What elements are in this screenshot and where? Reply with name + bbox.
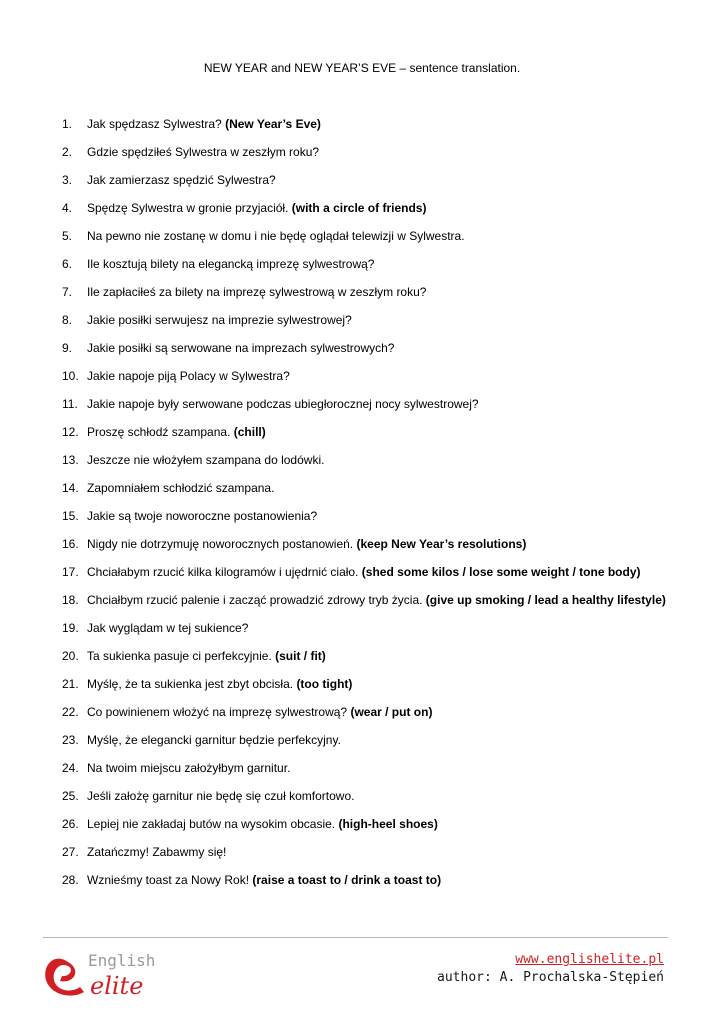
item-body xyxy=(87,621,673,635)
item-body xyxy=(87,397,673,411)
item-body xyxy=(87,313,673,327)
polish-sentence: Jak spędzasz Sylwestra? xyxy=(87,117,222,131)
sentence-item xyxy=(62,733,673,747)
item-body xyxy=(87,453,673,467)
item-body xyxy=(87,586,673,614)
sentence-item xyxy=(62,873,673,887)
item-body xyxy=(87,481,673,495)
author-line: author: A. Prochalska-Stępień xyxy=(437,970,664,985)
item-number: 19. xyxy=(62,621,79,635)
sentence-item xyxy=(62,229,673,243)
sentence-item xyxy=(62,817,673,831)
sentence-item xyxy=(62,649,673,663)
english-hint: (give up smoking / lead a healthy lifestyle) xyxy=(425,593,666,607)
polish-sentence: Jakie napoje były serwowane podczas ubiegłorocznej nocy sylwestrowej? xyxy=(87,397,479,411)
sentence-item xyxy=(62,621,673,635)
item-body xyxy=(87,425,673,439)
polish-sentence: Jakie posiłki serwujesz na imprezie sylwestrowej? xyxy=(87,313,352,327)
polish-sentence: Chciałabym rzucić kilka kilogramów i ujędrnić ciało. xyxy=(87,565,359,579)
item-body xyxy=(87,537,673,551)
sentence-item xyxy=(62,397,673,411)
sentence-item xyxy=(62,565,673,579)
polish-sentence: Myślę, że ta sukienka jest zbyt obcisła. xyxy=(87,677,294,691)
item-body xyxy=(87,733,673,747)
sentence-list xyxy=(62,117,673,901)
polish-sentence: Jak wyglądam w tej sukience? xyxy=(87,621,249,635)
english-hint: (New Year’s Eve) xyxy=(225,117,321,131)
sentence-item xyxy=(62,257,673,271)
polish-sentence: Spędzę Sylwestra w gronie przyjaciół. xyxy=(87,201,289,215)
item-number: 7. xyxy=(62,285,73,299)
polish-sentence: Jak zamierzasz spędzić Sylwestra? xyxy=(87,173,276,187)
sentence-item xyxy=(62,845,673,859)
polish-sentence: Lepiej nie zakładaj butów na wysokim obcasie. xyxy=(87,817,336,831)
sentence-item xyxy=(62,117,673,131)
logo-swirl-icon xyxy=(45,959,84,996)
item-body xyxy=(87,565,673,579)
item-body xyxy=(87,173,673,187)
sentence-item xyxy=(62,201,673,215)
item-number: 6. xyxy=(62,257,73,271)
polish-sentence: Jakie posiłki są serwowane na imprezach sylwestrowych? xyxy=(87,341,395,355)
polish-sentence: Gdzie spędziłeś Sylwestra w zeszłym roku? xyxy=(87,145,320,159)
sentence-item xyxy=(62,425,673,439)
polish-sentence: Jakie napoje piją Polacy w Sylwestra? xyxy=(87,369,290,383)
item-number: 27. xyxy=(62,845,79,859)
item-body xyxy=(87,789,673,803)
item-number: 3. xyxy=(62,173,73,187)
item-number: 14. xyxy=(62,481,79,495)
polish-sentence: Ile zapłaciłeś za bilety na imprezę sylwestrową w zeszłym roku? xyxy=(87,285,427,299)
item-number: 22. xyxy=(62,705,79,719)
item-body xyxy=(87,201,673,215)
sentence-item xyxy=(62,677,673,691)
item-body xyxy=(87,873,673,887)
sentence-item xyxy=(62,173,673,187)
footer-divider xyxy=(43,937,668,938)
item-number: 8. xyxy=(62,313,73,327)
polish-sentence: Chciałbym rzucić palenie i zacząć prowadzić zdrowy tryb życia. xyxy=(87,593,423,607)
item-number: 10. xyxy=(62,369,79,383)
english-hint: (high-heel shoes) xyxy=(338,817,438,831)
sentence-item xyxy=(62,453,673,467)
english-hint: (too tight) xyxy=(296,677,353,691)
sentence-item xyxy=(62,145,673,159)
sentence-item xyxy=(62,285,673,299)
item-number: 11. xyxy=(62,397,78,411)
polish-sentence: Nigdy nie dotrzymuję noworocznych postanowień. xyxy=(87,537,357,551)
polish-sentence: Zapomniałem schłodzić szampana. xyxy=(87,481,275,495)
item-number: 1. xyxy=(62,117,73,131)
polish-sentence: Jakie są twoje noworoczne postanowienia? xyxy=(87,509,318,523)
item-body xyxy=(87,117,673,131)
item-number: 2. xyxy=(62,145,73,159)
item-number: 24. xyxy=(62,761,79,775)
item-body xyxy=(87,817,673,831)
english-hint: (keep New Year’s resolutions) xyxy=(356,537,527,551)
item-body xyxy=(87,845,673,859)
sentence-item xyxy=(62,481,673,495)
item-number: 28. xyxy=(62,873,79,887)
item-number: 17. xyxy=(62,565,79,579)
item-body xyxy=(87,649,673,663)
polish-sentence: Ta sukienka pasuje ci perfekcyjnie. xyxy=(87,649,272,663)
polish-sentence: Co powinienem włożyć na imprezę sylwestrową? xyxy=(87,705,348,719)
item-number: 18. xyxy=(62,593,79,607)
website-link[interactable]: www.englishelite.pl xyxy=(515,952,664,967)
sentence-item xyxy=(62,341,673,355)
english-hint: (suit / fit) xyxy=(275,649,326,663)
item-number: 20. xyxy=(62,649,79,663)
item-number: 9. xyxy=(62,341,73,355)
item-number: 5. xyxy=(62,229,73,243)
polish-sentence: Zatańczmy! Zabawmy się! xyxy=(87,845,227,859)
polish-sentence: Jeśli założę garnitur nie będę się czuł komfortowo. xyxy=(87,789,355,803)
sentence-item xyxy=(62,369,673,383)
item-number: 4. xyxy=(62,201,73,215)
item-body xyxy=(87,369,673,383)
item-number: 21. xyxy=(62,677,79,691)
item-body xyxy=(87,145,673,159)
polish-sentence: Na twoim miejscu założyłbym garnitur. xyxy=(87,761,291,775)
item-number: 25. xyxy=(62,789,79,803)
english-hint: (with a circle of friends) xyxy=(291,201,427,215)
item-body xyxy=(87,509,673,523)
english-hint: (shed some kilos / lose some weight / tone body) xyxy=(361,565,641,579)
item-body xyxy=(87,341,673,355)
item-body xyxy=(87,677,673,691)
item-body xyxy=(87,705,673,719)
sentence-item xyxy=(62,593,673,607)
item-body xyxy=(87,285,673,299)
sentence-item xyxy=(62,509,673,523)
sentence-item xyxy=(62,761,673,775)
polish-sentence: Wznieśmy toast za Nowy Rok! xyxy=(87,873,250,887)
english-hint: (wear / put on) xyxy=(350,705,433,719)
sentence-item xyxy=(62,789,673,803)
sentence-item xyxy=(62,537,673,551)
logo-word-bottom: elite xyxy=(90,972,144,1000)
footer-credits xyxy=(437,951,664,987)
polish-sentence: Jeszcze nie włożyłem szampana do lodówki. xyxy=(87,453,325,467)
sentence-item xyxy=(62,313,673,327)
item-number: 26. xyxy=(62,817,79,831)
item-body xyxy=(87,229,673,243)
item-number: 15. xyxy=(62,509,79,523)
item-body xyxy=(87,257,673,271)
polish-sentence: Myślę, że elegancki garnitur będzie perfekcyjny. xyxy=(87,733,341,747)
item-body xyxy=(87,761,673,775)
english-hint: (raise a toast to / drink a toast to) xyxy=(252,873,442,887)
english-hint: (chill) xyxy=(233,425,266,439)
page-title: NEW YEAR and NEW YEAR’S EVE – sentence translation. xyxy=(203,61,521,75)
item-number: 12. xyxy=(62,425,79,439)
polish-sentence: Proszę schłodź szampana. xyxy=(87,425,231,439)
polish-sentence: Ile kosztują bilety na elegancką imprezę sylwestrową? xyxy=(87,257,375,271)
item-number: 13. xyxy=(62,453,79,467)
logo-word-top: English xyxy=(88,951,156,970)
polish-sentence: Na pewno nie zostanę w domu i nie będę oglądał telewizji w Sylwestra. xyxy=(87,229,465,243)
item-number: 23. xyxy=(62,733,79,747)
item-number: 16. xyxy=(62,537,79,551)
english-elite-logo xyxy=(40,944,170,1004)
sentence-item xyxy=(62,705,673,719)
